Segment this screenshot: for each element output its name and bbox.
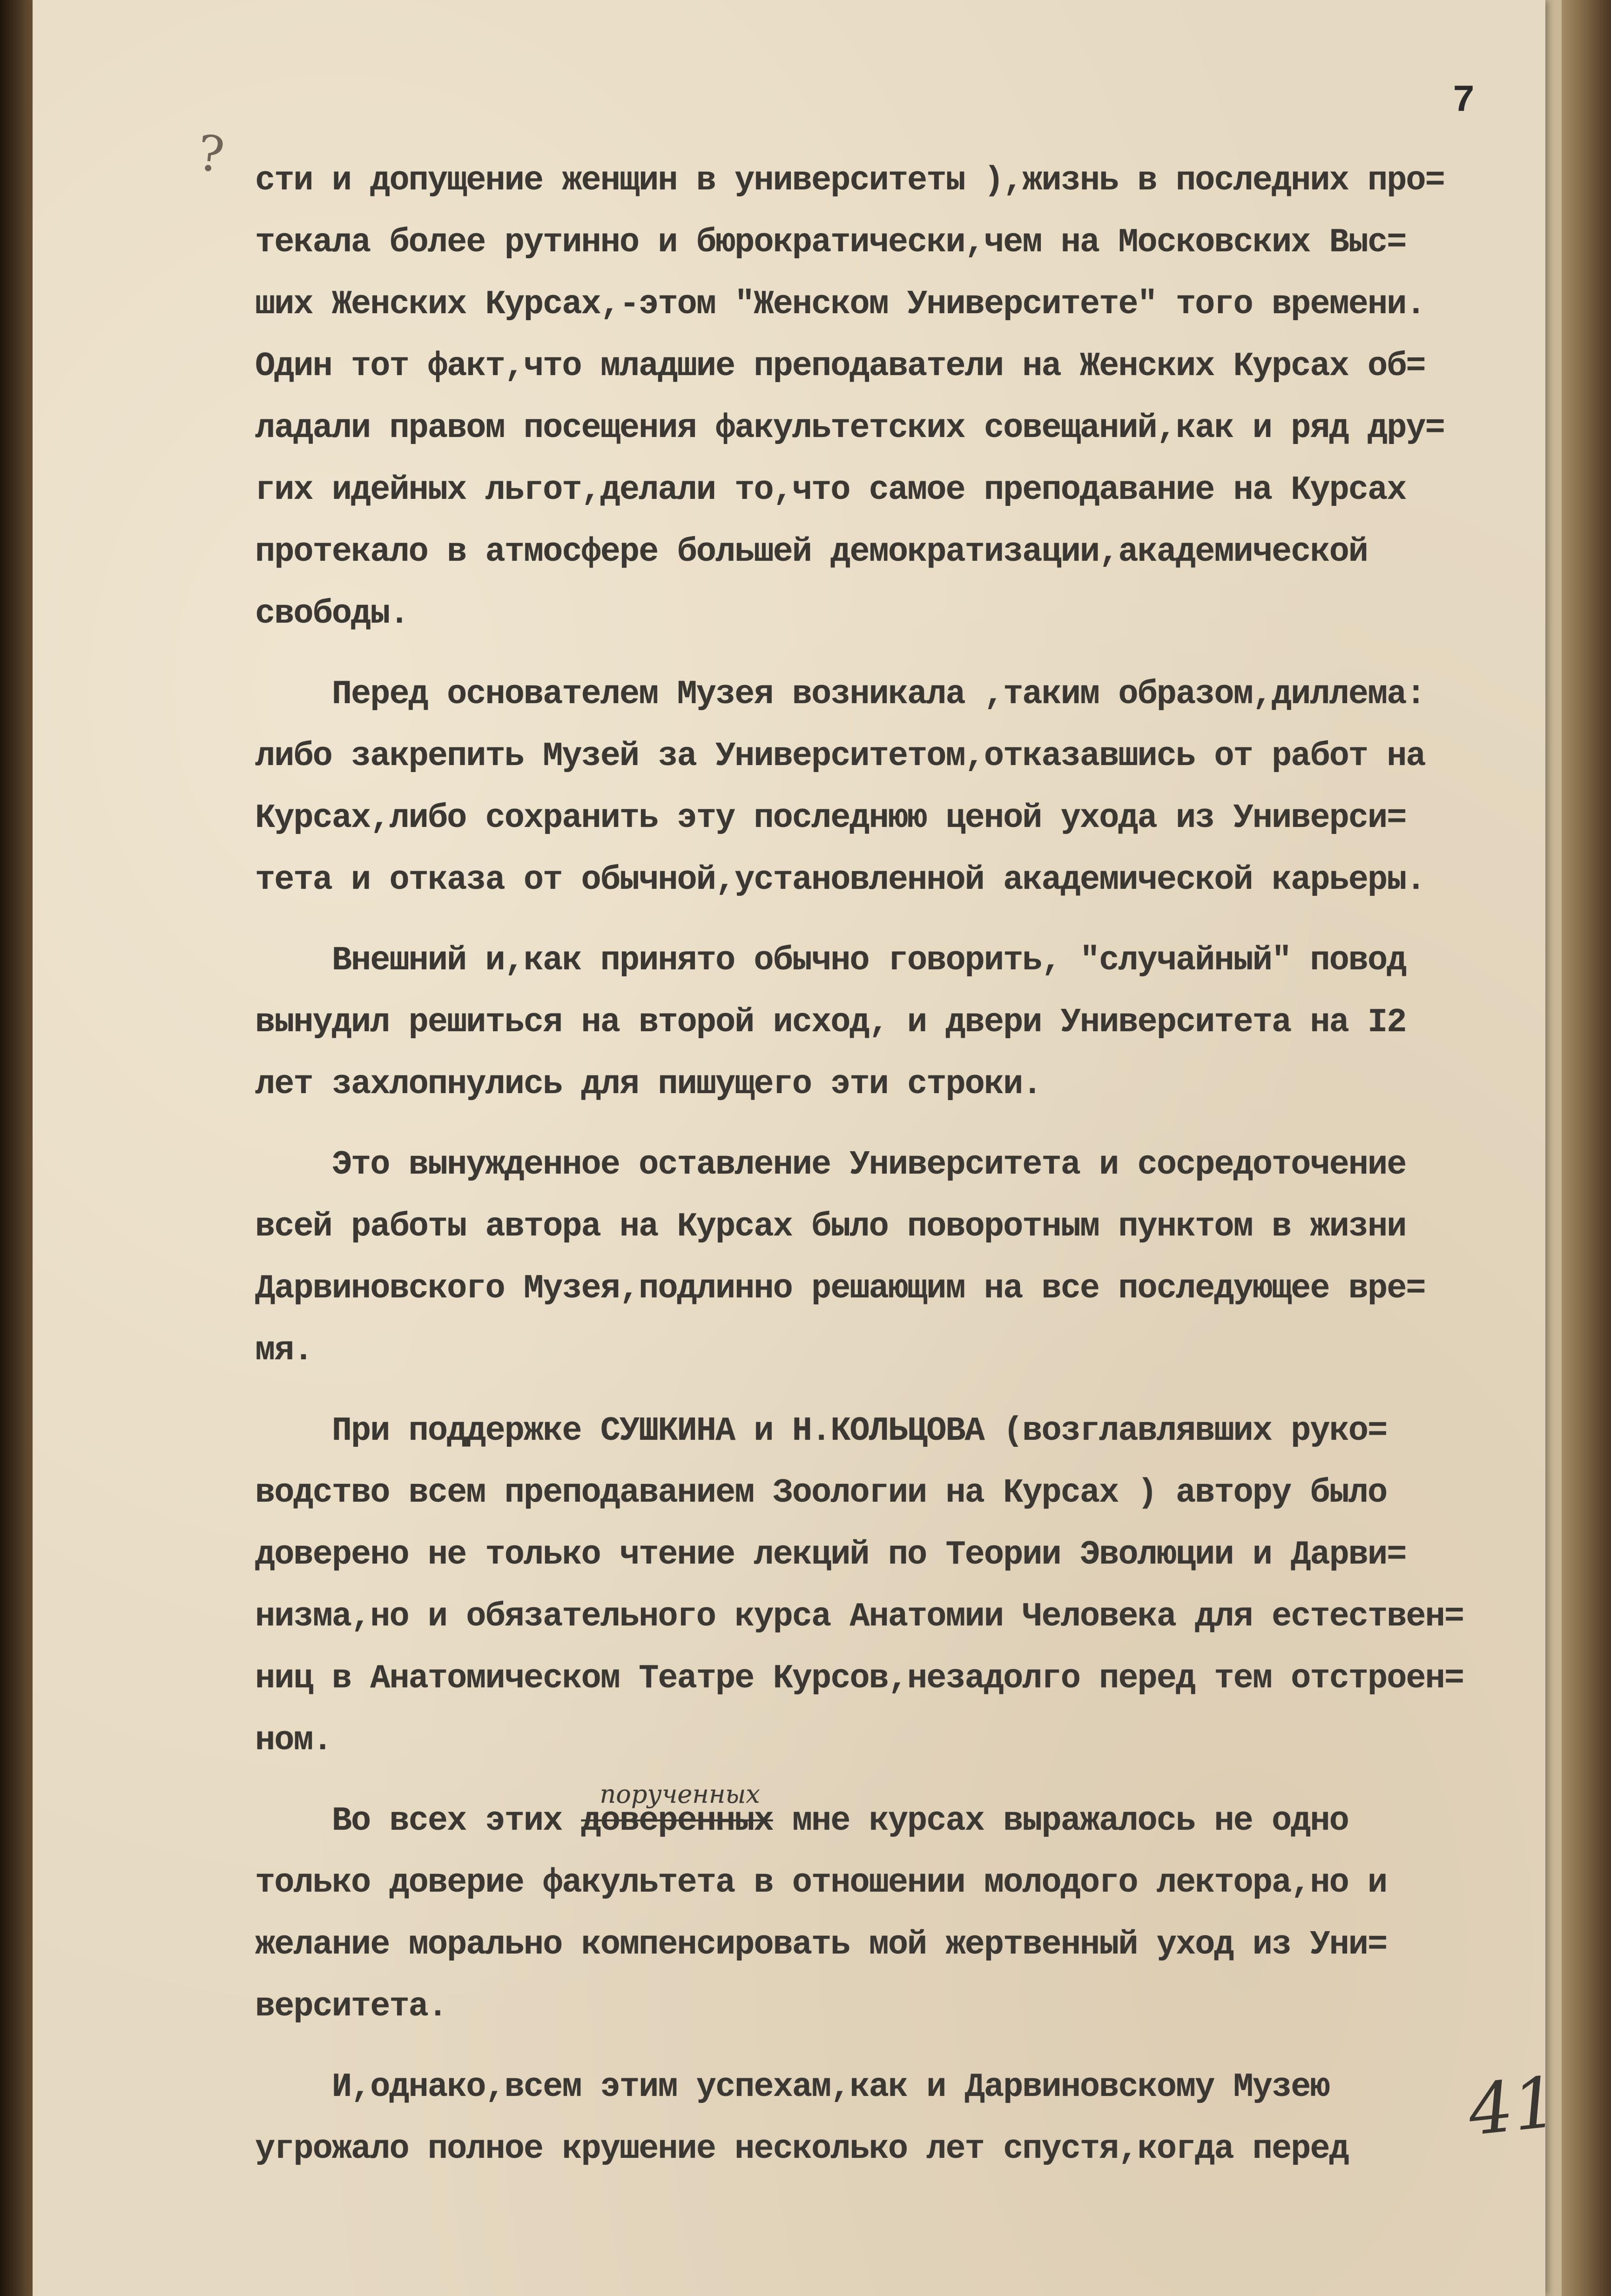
text-line: доверено не только чтение лекций по Теории Эволюции и Дарви= bbox=[255, 1536, 1406, 1574]
paragraph bbox=[255, 2056, 1544, 2180]
paragraph bbox=[255, 1400, 1544, 1772]
text-line-with-correction bbox=[255, 1779, 1544, 1852]
text-line: желание морально компенсировать мой жертвенный уход из Уни= bbox=[255, 1926, 1387, 1964]
text-line: Это вынужденное оставление Университета и сосредоточение bbox=[255, 1146, 1406, 1184]
text-line: тета и отказа от обычной,установленной академической карьеры. bbox=[255, 861, 1425, 899]
paragraph bbox=[255, 930, 1544, 1115]
text-line: низма,но и обязательного курса Анатомии Человека для естествен= bbox=[255, 1598, 1464, 1636]
text-line: ниц в Анатомическом Театре Курсов,незадолго перед тем отстроен= bbox=[255, 1659, 1464, 1698]
text-line: либо закрепить Музей за Университетом,отказавшись от работ на bbox=[255, 737, 1425, 775]
text-line: водство всем преподаванием Зоологии на Курсах ) автору было bbox=[255, 1474, 1387, 1512]
text-line: ладали правом посещения факультетских совещаний,как и ряд дру= bbox=[255, 409, 1444, 447]
text-line: угрожало полное крушение несколько лет спустя,когда перед bbox=[255, 2130, 1348, 2168]
text-line: текала более рутинно и бюрократически,чем на Московских Выс= bbox=[255, 223, 1406, 262]
text-line: Дарвиновского Музея,подлинно решающим на все последующее вре= bbox=[255, 1269, 1425, 1308]
text-line: ших Женских Курсах,-этом "Женском Университете" того времени. bbox=[255, 285, 1425, 323]
text-line: Перед основателем Музея возникала ,таким образом,диллема: bbox=[255, 675, 1425, 713]
margin-pencil-mark: ? bbox=[195, 124, 227, 184]
paragraph bbox=[255, 664, 1544, 911]
text-line: протекало в атмосфере большей демократизации,академической bbox=[255, 533, 1368, 571]
text-line: При поддержке СУШКИНА и Н.КОЛЬЦОВА (возглавлявших руко= bbox=[255, 1412, 1387, 1450]
text-line: Курсах,либо сохранить эту последнюю ценой ухода из Универси= bbox=[255, 799, 1406, 837]
archive-folio-number: 41 bbox=[1464, 2061, 1562, 2152]
text-line: верситета. bbox=[255, 1987, 447, 2026]
text-line: мя. bbox=[255, 1331, 313, 1370]
text-segment: мне курсах выражалось не одно bbox=[773, 1802, 1348, 1840]
book-binding-edge bbox=[0, 0, 33, 2296]
handwritten-correction bbox=[581, 1779, 773, 1852]
text-line: только доверие факультета в отношении молодого лектора,но и bbox=[255, 1864, 1387, 1902]
text-line: свободы. bbox=[255, 595, 409, 633]
text-line: гих идейных льгот,делали то,что самое преподавание на Курсах bbox=[255, 471, 1406, 509]
text-line: сти и допущение женщин в университеты ),жизнь в последних про= bbox=[255, 161, 1444, 200]
text-line: вынудил решиться на второй исход, и двери Университета на I2 bbox=[255, 1003, 1406, 1041]
paragraph bbox=[255, 1134, 1544, 1382]
text-line: ном. bbox=[255, 1721, 332, 1759]
paragraph bbox=[255, 1779, 1544, 2038]
text-line: И,однако,всем этим успехам,как и Дарвиновскому Музею bbox=[255, 2068, 1329, 2106]
paragraph bbox=[255, 150, 1544, 645]
text-line: Внешний и,как принято обычно говорить, "случайный" повод bbox=[255, 941, 1406, 980]
text-segment: Во всех этих bbox=[255, 1802, 581, 1840]
text-line: Один тот факт,что младшие преподаватели на Женских Курсах об= bbox=[255, 347, 1425, 385]
handwritten-insertion: порученных bbox=[600, 1779, 760, 1809]
struck-word: доверенных bbox=[581, 1802, 773, 1840]
page-number: 7 bbox=[1452, 79, 1476, 122]
text-line: лет захлопнулись для пишущего эти строки. bbox=[255, 1065, 1042, 1103]
typewritten-text bbox=[255, 150, 1544, 2180]
text-line: всей работы автора на Курсах было поворотным пунктом в жизни bbox=[255, 1208, 1406, 1246]
